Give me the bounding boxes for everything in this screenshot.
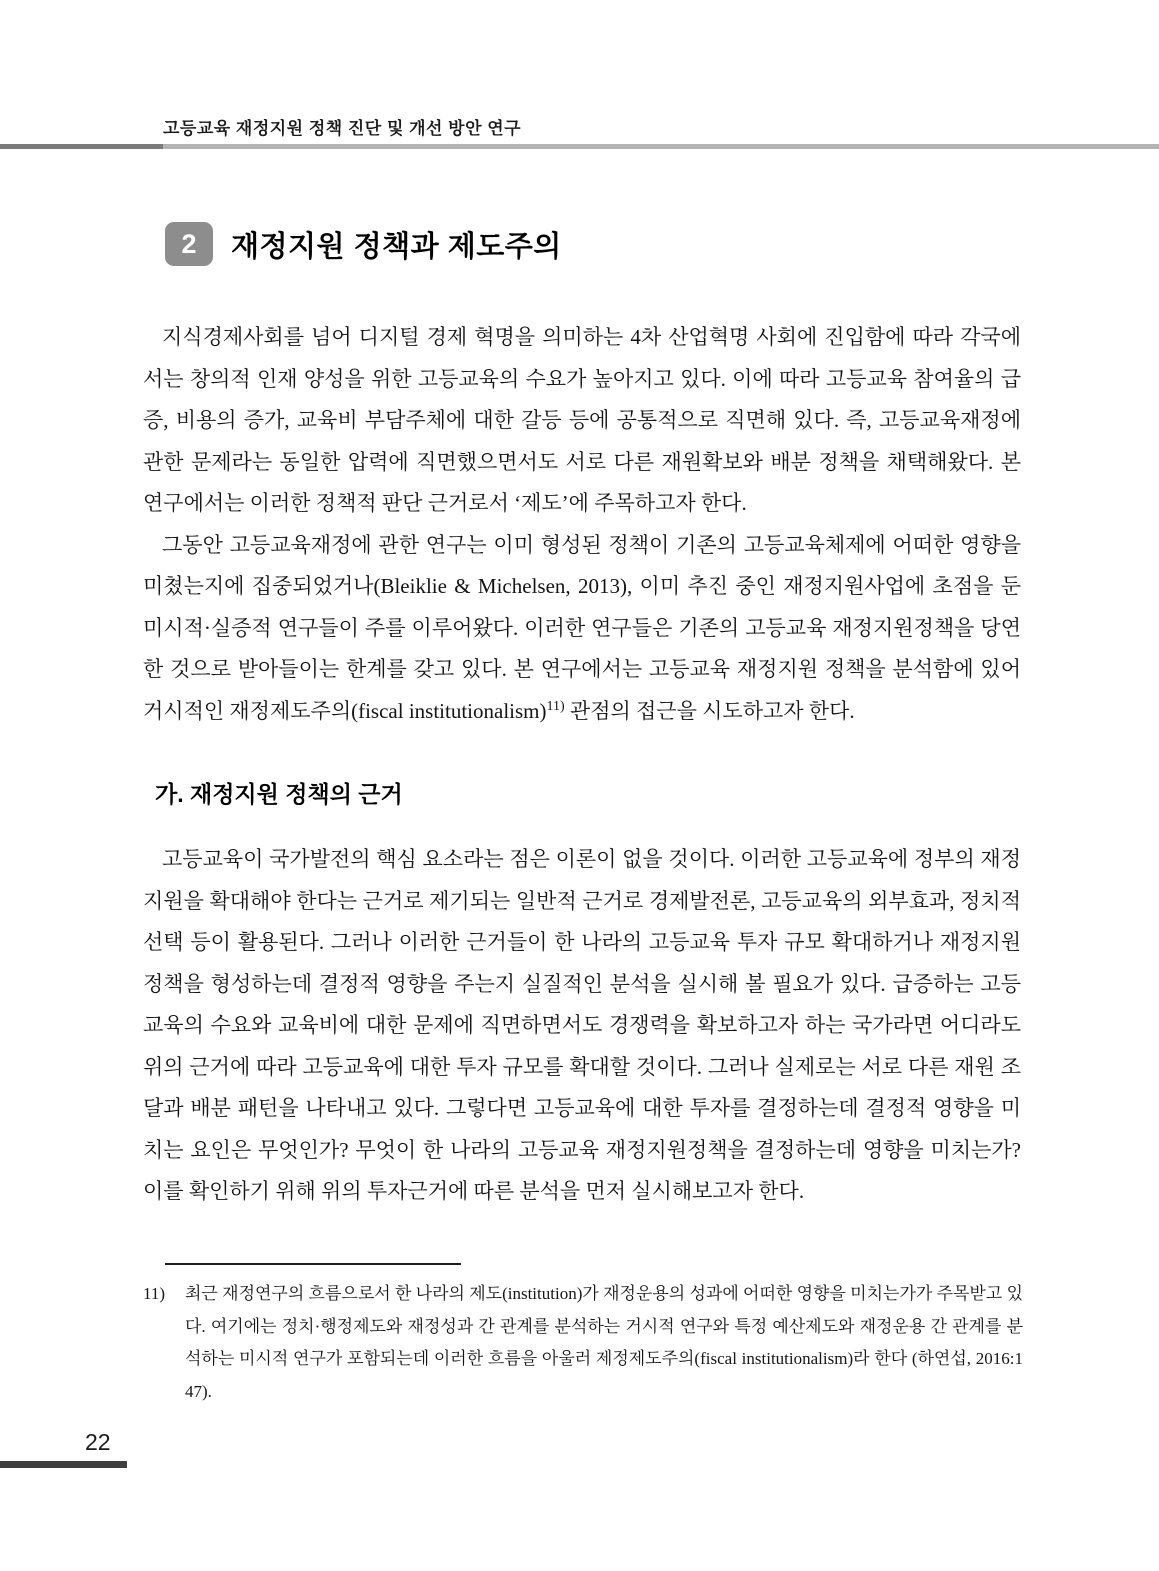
paragraph-2 xyxy=(143,525,1021,733)
section-heading xyxy=(165,222,562,266)
subsection-heading: 가. 재정지원 정책의 근거 xyxy=(155,781,403,807)
paragraph-1: 지식경제사회를 넘어 디지털 경제 혁명을 의미하는 4차 산업혁명 사회에 진입함에 따라 각국에서는 창의적 인재 양성을 위한 고등교육의 수요가 높아지고 있다. 이에 따라 고등교육 참여율의 급증, 비용의 증가, 교육비 부담주체에 대한 갈등 등에 공통적으로 직면해 있다. 즉, 고등교육재정에 관한 문제라는 동일한 압력에 직면했으면서도 서로 다른 재원확보와 배분 정책을 채택해왔다. 본 연구에서는 이러한 정책적 판단 근거로서 ‘제도’에 주목하고자 한다. xyxy=(143,325,1021,515)
paragraph-2-text: 그동안 고등교육재정에 관한 연구는 이미 형성된 정책이 기존의 고등교육체제에 어떠한 영향을 미쳤는지에 집중되었거나(Bleiklie & Michelsen, 2013), 이미 추진 중인 재정지원사업에 초점을 둔 미시적·실증적 연구들이 주를 이루어왔다. 이러한 연구들은 기존의 고등교육 재정지원정책을 당연한 것으로 받아들이는 한계를 갖고 있다. 본 연구에서는 고등교육 재정지원 정책을 분석함에 있어 거시적인 재정제도주의(fiscal institutionalism) xyxy=(143,532,1021,723)
section-number-badge: 2 xyxy=(165,222,213,266)
footnote-11 xyxy=(143,1278,1023,1408)
running-header-title: 고등교육 재정지원 정책 진단 및 개선 방안 연구 xyxy=(163,119,522,138)
header-rule-dark-segment xyxy=(0,144,163,149)
paragraph-3: 고등교육이 국가발전의 핵심 요소라는 점은 이론이 없을 것이다. 이러한 고등교육에 정부의 재정지원을 확대해야 한다는 근거로 제기되는 일반적 근거로 경제발전론, 고등교육의 외부효과, 정치적 선택 등이 활용된다. 그러나 이러한 근거들이 한 나라의 고등교육 투자 규모 확대하거나 재정지원 정책을 형성하는데 결정적 영향을 주는지 실질적인 분석을 실시해 볼 필요가 있다. 급증하는 고등교육의 수요와 교육비에 대한 문제에 직면하면서도 경쟁력을 확보하고자 하는 국가라면 어디라도 위의 근거에 따라 고등교육에 대한 투자 규모를 확대할 것이다. 그러나 실제로는 서로 다른 재원 조달과 배분 패턴을 나타내고 있다. 그렇다면 고등교육에 대한 투자를 결정하는데 결정적 영향을 미치는 요인은 무엇인가? 무엇이 한 나라의 고등교육 재정지원정책을 결정하는데 영향을 미치는가? 이를 확인하기 위해 위의 투자근거에 따른 분석을 먼저 실시해보고자 한다. xyxy=(143,847,1021,1203)
header-rule xyxy=(0,144,1159,149)
footnote-text: 최근 재정연구의 흐름으로서 한 나라의 제도(institution)가 재정운용의 성과에 어떠한 영향을 미치는가가 주목받고 있다. 여기에는 정치·행정제도와 재정성과 간 관계를 분석하는 거시적 연구와 특정 예산제도와 재정운용 간 관계를 분석하는 미시적 연구가 포함되는데 이러한 흐름을 아울러 제정제도주의(fiscal institutionalism)라 한다 (하연섭, 2016:147). xyxy=(185,1284,1023,1401)
paragraph-2-tail: 관점의 접근을 시도하고자 한다. xyxy=(564,698,855,723)
footnote-reference-11: 11) xyxy=(546,698,565,714)
page-number: 22 xyxy=(85,1429,111,1455)
footer-bar xyxy=(0,1461,127,1468)
section-title: 재정지원 정책과 제도주의 xyxy=(231,230,562,263)
footnote-block xyxy=(143,1263,1023,1408)
body-column xyxy=(143,317,1021,1213)
footnote-separator-rule xyxy=(165,1263,461,1265)
footnote-number: 11) xyxy=(143,1284,166,1303)
